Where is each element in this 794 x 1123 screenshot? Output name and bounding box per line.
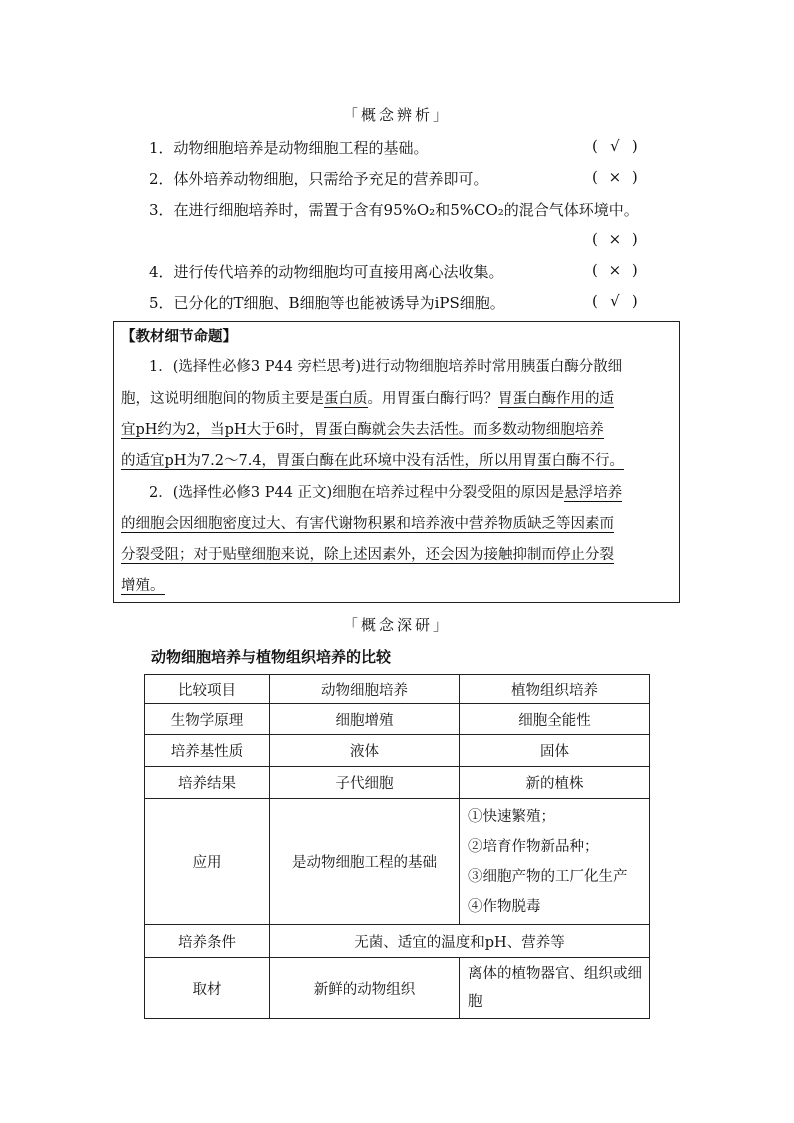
- table-row: [145, 704, 650, 735]
- statement-2: 2．体外培养动物细胞，只需给予充足的营养即可。: [149, 170, 489, 188]
- table-row-application: [145, 799, 650, 925]
- table-cell: 细胞增殖: [270, 704, 460, 735]
- table-cell: 固体: [460, 735, 650, 767]
- table-cell: 取材: [145, 958, 270, 1019]
- table-cell: 新的植株: [460, 767, 650, 799]
- application-item: ④作物脱毒: [468, 898, 541, 915]
- answer-2: ( × ): [592, 168, 638, 186]
- answer-contact-inhibition: 接触抑制而停止分裂: [483, 547, 614, 563]
- answer-suspension: 悬浮培养: [564, 485, 623, 501]
- answer-pepsin-cont: 宜pH约为2，当pH大于6时，胃蛋白酶就会失去活性。而多数动物细胞培养: [121, 422, 604, 438]
- answer-mark: ×: [608, 261, 622, 279]
- table-row: [145, 735, 650, 767]
- application-item: ③细胞产物的工厂化生产: [468, 868, 628, 885]
- concept-analysis-title: 「概念辨析」: [342, 106, 451, 124]
- table-cell: 新鲜的动物组织: [270, 958, 460, 1019]
- q2-line-3: [121, 546, 673, 564]
- application-list: [460, 799, 650, 925]
- application-item: ②培育作物新品种；: [468, 838, 599, 855]
- table-header-row: [145, 675, 650, 704]
- answer-pepsin-start: 胃蛋白酶作用的适: [498, 391, 614, 407]
- table-cell: 是动物细胞工程的基础: [270, 799, 460, 925]
- answer-suspension-cont: 的细胞会因细胞密度过大、有害代谢物积累和培养液中营养物质缺乏等因素而: [121, 516, 614, 532]
- answer-pepsin-end: 的适宜pH为7.2～7.4，胃蛋白酶在此环境中没有活性，所以用胃蛋白酶不行。: [121, 453, 625, 469]
- q1-line-3: [121, 421, 673, 439]
- table-header: 比较项目: [145, 675, 270, 704]
- table-cell: 应用: [145, 799, 270, 925]
- application-item: ①快速繁殖；: [468, 808, 555, 825]
- answer-5: ( √ ): [592, 292, 638, 310]
- q2-line-4: [121, 577, 673, 595]
- concept-research-title: 「概念深研」: [342, 616, 451, 634]
- answer-suspension-end: 分裂受阻；对于贴壁细胞来说，除上述因素外，还会因为: [121, 547, 484, 563]
- table-row: [145, 767, 650, 799]
- table-header: 动物细胞培养: [270, 675, 460, 704]
- table-header: 植物组织培养: [460, 675, 650, 704]
- q2-line-2: [121, 515, 673, 533]
- q2-line-1: [149, 484, 673, 502]
- table-row-material: [145, 958, 650, 1019]
- comparison-subtitle: 动物细胞培养与植物组织培养的比较: [151, 648, 392, 666]
- comparison-table: [144, 674, 650, 1019]
- statement-5: 5．已分化的T细胞、B细胞等也能被诱导为iPS细胞。: [149, 294, 505, 312]
- table-cell: 子代细胞: [270, 767, 460, 799]
- table-cell: 培养基性质: [145, 735, 270, 767]
- answer-3: ( × ): [592, 230, 638, 248]
- answer-mark: √: [610, 292, 620, 310]
- q1-text: 胞，这说明细胞间的物质主要是: [121, 391, 324, 407]
- answer-contact-inhibition-end: 增殖。: [121, 578, 165, 594]
- answer-mark: ×: [608, 230, 622, 248]
- table-cell: 无菌、适宜的温度和pH、营养等: [270, 925, 650, 958]
- q1-question: 。用胃蛋白酶行吗？: [367, 391, 498, 407]
- q1-line-1: 1．(选择性必修3 P44 旁栏思考)进行动物细胞培养时常用胰蛋白酶分散细: [149, 359, 623, 375]
- table-cell: 培养结果: [145, 767, 270, 799]
- table-cell: 生物学原理: [145, 704, 270, 735]
- table-cell: 培养条件: [145, 925, 270, 958]
- statement-4: 4．进行传代培养的动物细胞均可直接用离心法收集。: [149, 263, 504, 281]
- q1-line-4: [121, 452, 673, 470]
- answer-mark: ×: [608, 168, 622, 186]
- answer-mark: √: [610, 137, 620, 155]
- table-cell: 离体的植物器官、组织或细胞: [460, 958, 650, 1019]
- statement-3: 3．在进行细胞培养时，需置于含有95%O₂和5%CO₂的混合气体环境中。: [149, 201, 639, 219]
- table-cell: 细胞全能性: [460, 704, 650, 735]
- textbook-box-heading: 【教材细节命题】: [121, 328, 237, 345]
- table-row-conditions: [145, 925, 650, 958]
- statement-1: 1．动物细胞培养是动物细胞工程的基础。: [149, 139, 429, 157]
- q2-text: 2．(选择性必修3 P44 正文)细胞在培养过程中分裂受阻的原因是: [149, 485, 565, 501]
- answer-1: ( √ ): [592, 137, 638, 155]
- answer-protein: 蛋白质: [324, 391, 368, 407]
- q1-line-2: [121, 390, 673, 408]
- table-cell: 液体: [270, 735, 460, 767]
- answer-4: ( × ): [592, 261, 638, 279]
